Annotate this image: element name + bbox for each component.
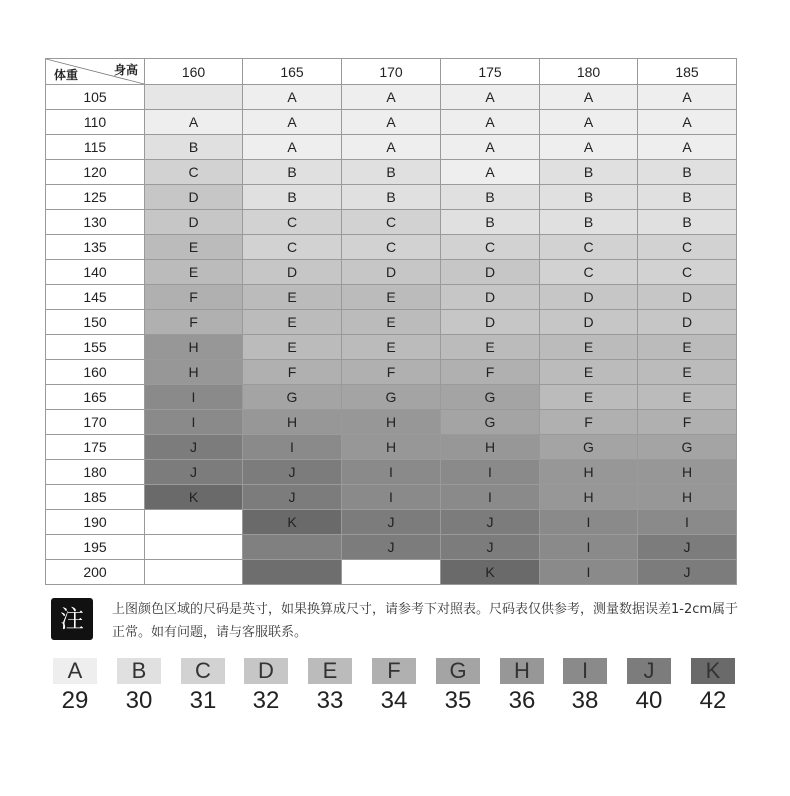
size-cell: H	[342, 435, 441, 460]
weight-header-cell: 145	[46, 285, 145, 310]
size-cell: F	[638, 410, 737, 435]
legend-item	[372, 658, 416, 715]
size-cell: A	[540, 85, 638, 110]
table-row	[46, 85, 737, 110]
size-cell: G	[243, 385, 342, 410]
size-cell: B	[342, 160, 441, 185]
weight-header-cell: 195	[46, 535, 145, 560]
size-cell: J	[441, 510, 540, 535]
table-row	[46, 460, 737, 485]
legend-size-swatch: E	[308, 658, 352, 684]
size-cell: E	[145, 260, 243, 285]
legend-inch-value: 31	[189, 687, 217, 714]
size-cell: J	[638, 535, 737, 560]
size-cell: B	[540, 160, 638, 185]
weight-header-cell: 140	[46, 260, 145, 285]
size-cell: C	[145, 160, 243, 185]
size-cell: C	[540, 235, 638, 260]
size-cell: F	[243, 360, 342, 385]
weight-header-cell: 130	[46, 210, 145, 235]
legend-inch-value: 38	[571, 687, 599, 714]
size-cell: A	[243, 110, 342, 135]
size-cell: A	[342, 85, 441, 110]
table-row	[46, 535, 737, 560]
legend-inch-value: 29	[61, 687, 89, 714]
size-cell: D	[441, 260, 540, 285]
size-cell: J	[243, 460, 342, 485]
legend-item	[117, 658, 161, 715]
size-cell: A	[243, 135, 342, 160]
size-cell: E	[342, 285, 441, 310]
weight-header-cell: 120	[46, 160, 145, 185]
height-header-cell: 170	[342, 59, 441, 85]
table-row	[46, 185, 737, 210]
size-cell: D	[540, 310, 638, 335]
legend-size-swatch: F	[372, 658, 416, 684]
table-row	[46, 310, 737, 335]
size-cell: I	[145, 410, 243, 435]
note-text: 上图颜色区域的尺码是英寸，如果换算成尺寸，请参考下对照表。尺码表仅供参考，测量数据误差1-2cm属于正常。如有问题，请与客服联系。	[112, 602, 739, 640]
size-cell: C	[243, 210, 342, 235]
size-cell: A	[243, 85, 342, 110]
size-cell: A	[638, 110, 737, 135]
legend-size-swatch: G	[436, 658, 480, 684]
size-cell: A	[441, 135, 540, 160]
table-row	[46, 110, 737, 135]
size-cell: E	[540, 335, 638, 360]
size-cell: A	[638, 85, 737, 110]
size-cell: B	[342, 185, 441, 210]
size-cell: I	[342, 485, 441, 510]
legend-size-swatch: C	[181, 658, 225, 684]
weight-header-cell: 175	[46, 435, 145, 460]
size-cell: H	[243, 410, 342, 435]
size-cell: I	[243, 435, 342, 460]
table-row	[46, 435, 737, 460]
size-cell	[243, 535, 342, 560]
legend-item	[500, 658, 544, 715]
size-cell: C	[342, 210, 441, 235]
table-row	[46, 260, 737, 285]
legend-size-swatch: D	[244, 658, 288, 684]
size-cell: B	[145, 135, 243, 160]
size-cell: I	[540, 560, 638, 585]
size-chart-body	[46, 85, 737, 585]
size-cell: J	[145, 460, 243, 485]
size-cell: E	[540, 385, 638, 410]
size-cell: H	[638, 485, 737, 510]
size-cell: C	[441, 235, 540, 260]
size-cell: B	[441, 210, 540, 235]
weight-header-cell: 185	[46, 485, 145, 510]
size-cell: F	[540, 410, 638, 435]
size-cell: D	[441, 285, 540, 310]
size-cell: F	[145, 310, 243, 335]
size-cell: I	[638, 510, 737, 535]
legend-size-swatch: B	[117, 658, 161, 684]
legend-size-swatch: H	[500, 658, 544, 684]
size-cell: F	[342, 360, 441, 385]
size-cell: D	[145, 210, 243, 235]
size-cell	[145, 510, 243, 535]
size-cell	[145, 535, 243, 560]
size-cell: B	[243, 160, 342, 185]
height-header-cell: 185	[638, 59, 737, 85]
height-header-cell: 175	[441, 59, 540, 85]
height-header-row	[46, 59, 737, 85]
weight-header-cell: 135	[46, 235, 145, 260]
legend-item	[308, 658, 352, 715]
table-row	[46, 210, 737, 235]
size-cell: D	[243, 260, 342, 285]
size-cell: G	[441, 385, 540, 410]
size-cell: H	[342, 410, 441, 435]
size-cell: I	[540, 535, 638, 560]
size-cell	[145, 85, 243, 110]
size-cell: A	[145, 110, 243, 135]
size-cell: F	[145, 285, 243, 310]
size-cell: H	[145, 335, 243, 360]
size-cell: B	[540, 210, 638, 235]
size-cell: C	[540, 260, 638, 285]
size-cell: J	[441, 535, 540, 560]
table-row	[46, 385, 737, 410]
size-cell: A	[441, 110, 540, 135]
legend-item	[691, 658, 735, 715]
table-row	[46, 510, 737, 535]
legend-item	[563, 658, 607, 715]
weight-header-cell: 110	[46, 110, 145, 135]
legend-inch-value: 34	[380, 687, 408, 714]
legend-inch-value: 40	[635, 687, 663, 714]
legend-item	[244, 658, 288, 715]
legend-item	[181, 658, 225, 715]
weight-header-cell: 115	[46, 135, 145, 160]
height-header-cell: 160	[145, 59, 243, 85]
size-cell: A	[540, 110, 638, 135]
size-cell	[243, 560, 342, 585]
legend-size-swatch: I	[563, 658, 607, 684]
table-corner-cell	[46, 59, 145, 85]
weight-header-cell: 160	[46, 360, 145, 385]
table-row	[46, 485, 737, 510]
size-cell: J	[145, 435, 243, 460]
legend-size-swatch: J	[627, 658, 671, 684]
size-cell: G	[441, 410, 540, 435]
size-chart-table	[45, 58, 737, 585]
size-cell: E	[145, 235, 243, 260]
size-cell: G	[342, 385, 441, 410]
size-cell: I	[441, 460, 540, 485]
weight-header-cell: 170	[46, 410, 145, 435]
size-cell: J	[342, 510, 441, 535]
size-cell: A	[638, 135, 737, 160]
table-row	[46, 410, 737, 435]
size-cell: K	[441, 560, 540, 585]
size-cell: A	[441, 85, 540, 110]
height-axis-label: 身高	[113, 63, 138, 77]
weight-header-cell: 105	[46, 85, 145, 110]
size-cell: E	[540, 360, 638, 385]
size-cell: K	[145, 485, 243, 510]
size-cell: H	[540, 460, 638, 485]
size-cell: I	[145, 385, 243, 410]
weight-axis-label: 体重	[54, 68, 79, 82]
height-header-cell: 165	[243, 59, 342, 85]
size-cell: E	[243, 285, 342, 310]
size-cell: A	[342, 110, 441, 135]
table-row	[46, 235, 737, 260]
table-row	[46, 135, 737, 160]
size-cell: I	[540, 510, 638, 535]
size-cell: I	[342, 460, 441, 485]
size-cell: D	[540, 285, 638, 310]
table-row	[46, 160, 737, 185]
size-cell: B	[638, 210, 737, 235]
table-row	[46, 335, 737, 360]
legend-inch-value: 32	[252, 687, 280, 714]
size-cell: E	[243, 310, 342, 335]
legend-item	[436, 658, 480, 715]
size-legend	[53, 658, 743, 718]
weight-header-cell: 155	[46, 335, 145, 360]
size-cell: D	[145, 185, 243, 210]
size-cell: D	[638, 285, 737, 310]
size-cell: C	[638, 260, 737, 285]
size-cell: B	[243, 185, 342, 210]
size-cell: I	[441, 485, 540, 510]
height-header-cell: 180	[540, 59, 638, 85]
size-cell: D	[441, 310, 540, 335]
size-cell: E	[243, 335, 342, 360]
size-cell: H	[145, 360, 243, 385]
legend-size-swatch: K	[691, 658, 735, 684]
legend-inch-value: 33	[316, 687, 344, 714]
table-row	[46, 285, 737, 310]
size-cell: D	[638, 310, 737, 335]
weight-header-cell: 200	[46, 560, 145, 585]
size-cell: D	[342, 260, 441, 285]
size-cell: G	[540, 435, 638, 460]
size-cell: B	[638, 160, 737, 185]
legend-size-swatch: A	[53, 658, 97, 684]
legend-inch-value: 30	[125, 687, 153, 714]
size-cell: H	[441, 435, 540, 460]
size-cell: E	[441, 335, 540, 360]
size-cell: K	[243, 510, 342, 535]
size-cell: H	[540, 485, 638, 510]
size-cell: E	[342, 335, 441, 360]
legend-item	[627, 658, 671, 715]
size-cell	[145, 560, 243, 585]
size-cell: H	[638, 460, 737, 485]
size-cell: E	[638, 360, 737, 385]
size-cell: B	[441, 185, 540, 210]
weight-header-cell: 190	[46, 510, 145, 535]
size-cell: J	[243, 485, 342, 510]
legend-inch-value: 36	[508, 687, 536, 714]
legend-item	[53, 658, 97, 715]
size-cell: C	[243, 235, 342, 260]
weight-header-cell: 165	[46, 385, 145, 410]
weight-header-cell: 125	[46, 185, 145, 210]
table-row	[46, 360, 737, 385]
size-cell	[342, 560, 441, 585]
table-row	[46, 560, 737, 585]
legend-inch-value: 42	[699, 687, 727, 714]
size-cell: F	[441, 360, 540, 385]
size-cell: C	[638, 235, 737, 260]
size-cell: A	[540, 135, 638, 160]
weight-header-cell: 180	[46, 460, 145, 485]
size-cell: E	[638, 385, 737, 410]
size-cell: A	[441, 160, 540, 185]
note-badge: 注	[51, 598, 93, 640]
size-cell: A	[342, 135, 441, 160]
size-cell: B	[540, 185, 638, 210]
size-cell: E	[638, 335, 737, 360]
weight-header-cell: 150	[46, 310, 145, 335]
legend-inch-value: 35	[444, 687, 472, 714]
size-cell: G	[638, 435, 737, 460]
size-cell: J	[342, 535, 441, 560]
size-cell: E	[342, 310, 441, 335]
size-cell: C	[342, 235, 441, 260]
size-cell: J	[638, 560, 737, 585]
size-cell: B	[638, 185, 737, 210]
